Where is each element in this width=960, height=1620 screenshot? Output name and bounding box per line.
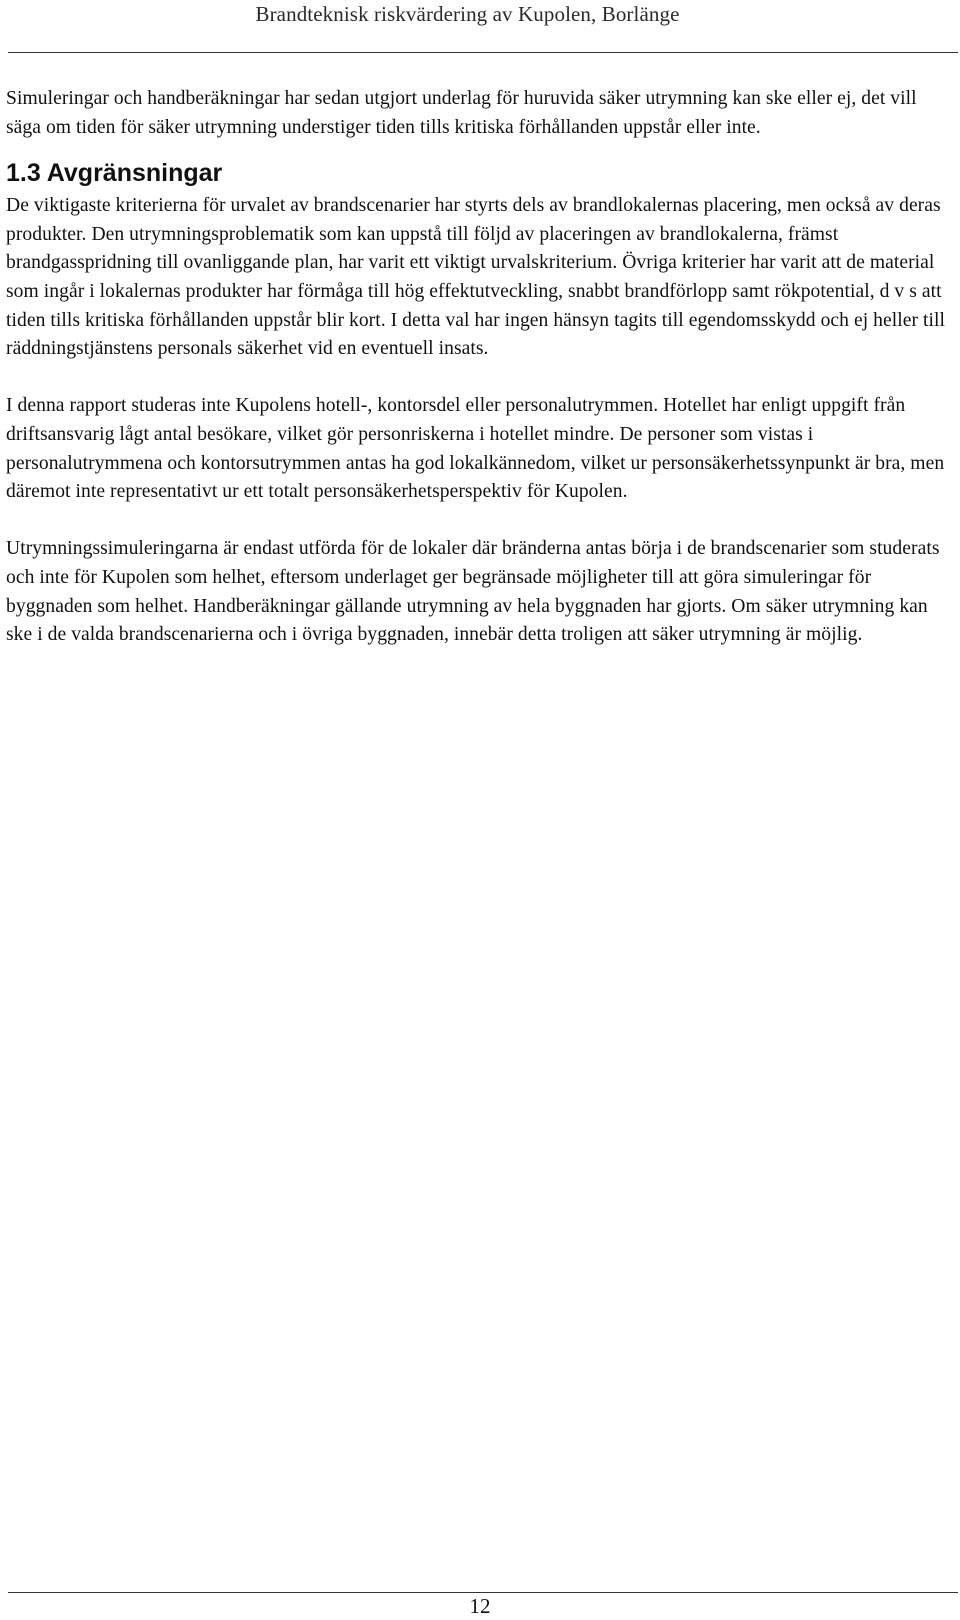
paragraph-scope-criteria: De viktigaste kriterierna för urvalet av brandscenarier har styrts dels av brandlokalernas placering, men också av deras produkter. Den utrymningsproblematik som kan uppstå till följd av placeringen av brandlokalerna, främst brandgasspridning till ovanliggande plan, har varit ett viktigt urvalskriterium. Övriga kriterier har varit att de material som ingår i lokalernas produkter har förmåga till hög effektutveckling, snabbt brandförlopp samt rökpotential, d v s att tiden tills kritiska förhållanden uppstår blir kort. I detta val har ingen hänsyn tagits till egendomsskydd och ej heller till räddningstjänstens personals säkerhet vid en eventuell insats.: [6, 195, 945, 360]
paragraph-spacer: [6, 364, 956, 393]
running-header: [0, 0, 960, 56]
paragraph-simulation-limits: Utrymningssimuleringarna är endast utförda för de lokaler där bränderna antas börja i de brandscenarier som studerats och inte för Kupolen som helhet, eftersom underlaget ger begränsade möjligheter till att göra simuleringar för byggnaden som helhet. Handberäkningar gällande utrymning av hela byggnaden har gjorts. Om säker utrymning kan ske i de valda brandscenarierna och i övriga byggnaden, innebär detta troligen att säker utrymning är möjlig.: [6, 538, 940, 646]
section-heading: 1.3 Avgränsningar: [6, 159, 223, 188]
document-title: Brandteknisk riskvärdering av Kupolen, Borlänge: [255, 2, 680, 26]
page-body: [6, 85, 956, 650]
page-number: 12: [469, 1594, 491, 1618]
paragraph-excluded-areas: I denna rapport studeras inte Kupolens hotell-, kontorsdel eller personalutrymmen. Hotellet har enligt uppgift från driftsansvarig lågt antal besökare, vilket gör personriskerna i hotellet mindre. De personer som vistas i personalutrymmena och kontorsutrymmen antas ha god lokalkännedom, vilket ur personsäkerhetssynpunkt är bra, men däremot inte representativt ur ett totalt personsäkerhetsperspektiv för Kupolen.: [6, 395, 945, 503]
header-divider: [8, 52, 958, 53]
paragraph-spacer: [6, 507, 956, 536]
intro-paragraph: Simuleringar och handberäkningar har sedan utgjort underlag för huruvida säker utrymning kan ske eller ej, det vill säga om tiden för säker utrymning understiger tiden tills kritiska förhållanden uppstår eller inte.: [6, 88, 917, 138]
